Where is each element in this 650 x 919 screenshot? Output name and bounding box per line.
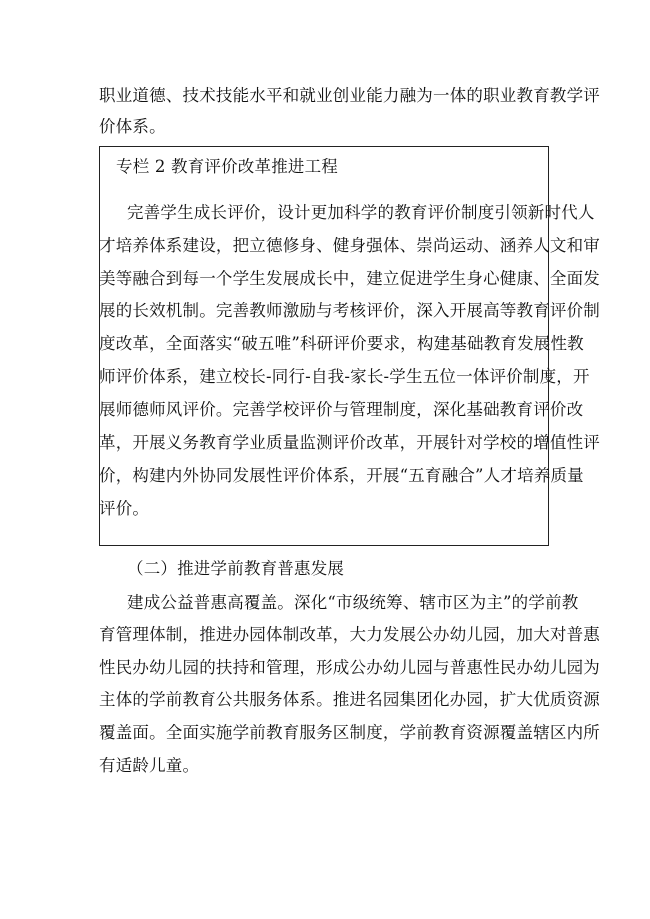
section-line: 性民办幼儿园的扶持和管理，形成公办幼儿园与普惠性民办幼儿园为 xyxy=(99,658,600,677)
section-line: 建成公益普惠高覆盖。深化“市级统筹、辖市区为主”的学前教 xyxy=(127,593,579,612)
intro-line-2: 价体系。 xyxy=(99,117,166,136)
box-line: 完善学生成长评价，设计更加科学的教育评价制度引领新时代人 xyxy=(127,203,595,222)
box-line: 才培养体系建设，把立德修身、健身强体、崇尚运动、涵养人文和审 xyxy=(99,236,600,255)
box-line: 评价。 xyxy=(99,499,150,518)
section-line: 主体的学前教育公共服务体系。推进名园集团化办园，扩大优质资源 xyxy=(99,690,600,709)
box-line: 展的长效机制。完善教师激励与考核评价，深入开展高等教育评价制 xyxy=(99,301,600,320)
section-line: 覆盖面。全面实施学前教育服务区制度，学前教育资源覆盖辖区内所 xyxy=(99,723,600,742)
intro-line-1: 职业道德、技术技能水平和就业创业能力融为一体的职业教育教学评 xyxy=(99,86,600,105)
box-line: 价，构建内外协同发展性评价体系，开展“五育融合”人才培养质量 xyxy=(99,466,584,485)
box-title: 专栏 2 教育评价改革推进工程 xyxy=(116,157,338,176)
box-line: 度改革，全面落实“破五唯”科研评价要求，构建基础教育发展性教 xyxy=(99,334,584,353)
box-line: 展师德师风评价。完善学校评价与管理制度，深化基础教育评价改 xyxy=(99,400,584,419)
section-heading: （二）推进学前教育普惠发展 xyxy=(127,559,345,578)
section-line: 育管理体制，推进办园体制改革，大力发展公办幼儿园，加大对普惠 xyxy=(99,625,600,644)
box-line: 革，开展义务教育学业质量监测评价改革，开展针对学校的增值性评 xyxy=(99,433,600,452)
box-line: 师评价体系，建立校长-同行-自我-家长-学生五位一体评价制度，开 xyxy=(99,367,590,386)
section-line: 有适龄儿童。 xyxy=(99,756,200,775)
box-line: 美等融合到每一个学生发展成长中，建立促进学生身心健康、全面发 xyxy=(99,269,600,288)
